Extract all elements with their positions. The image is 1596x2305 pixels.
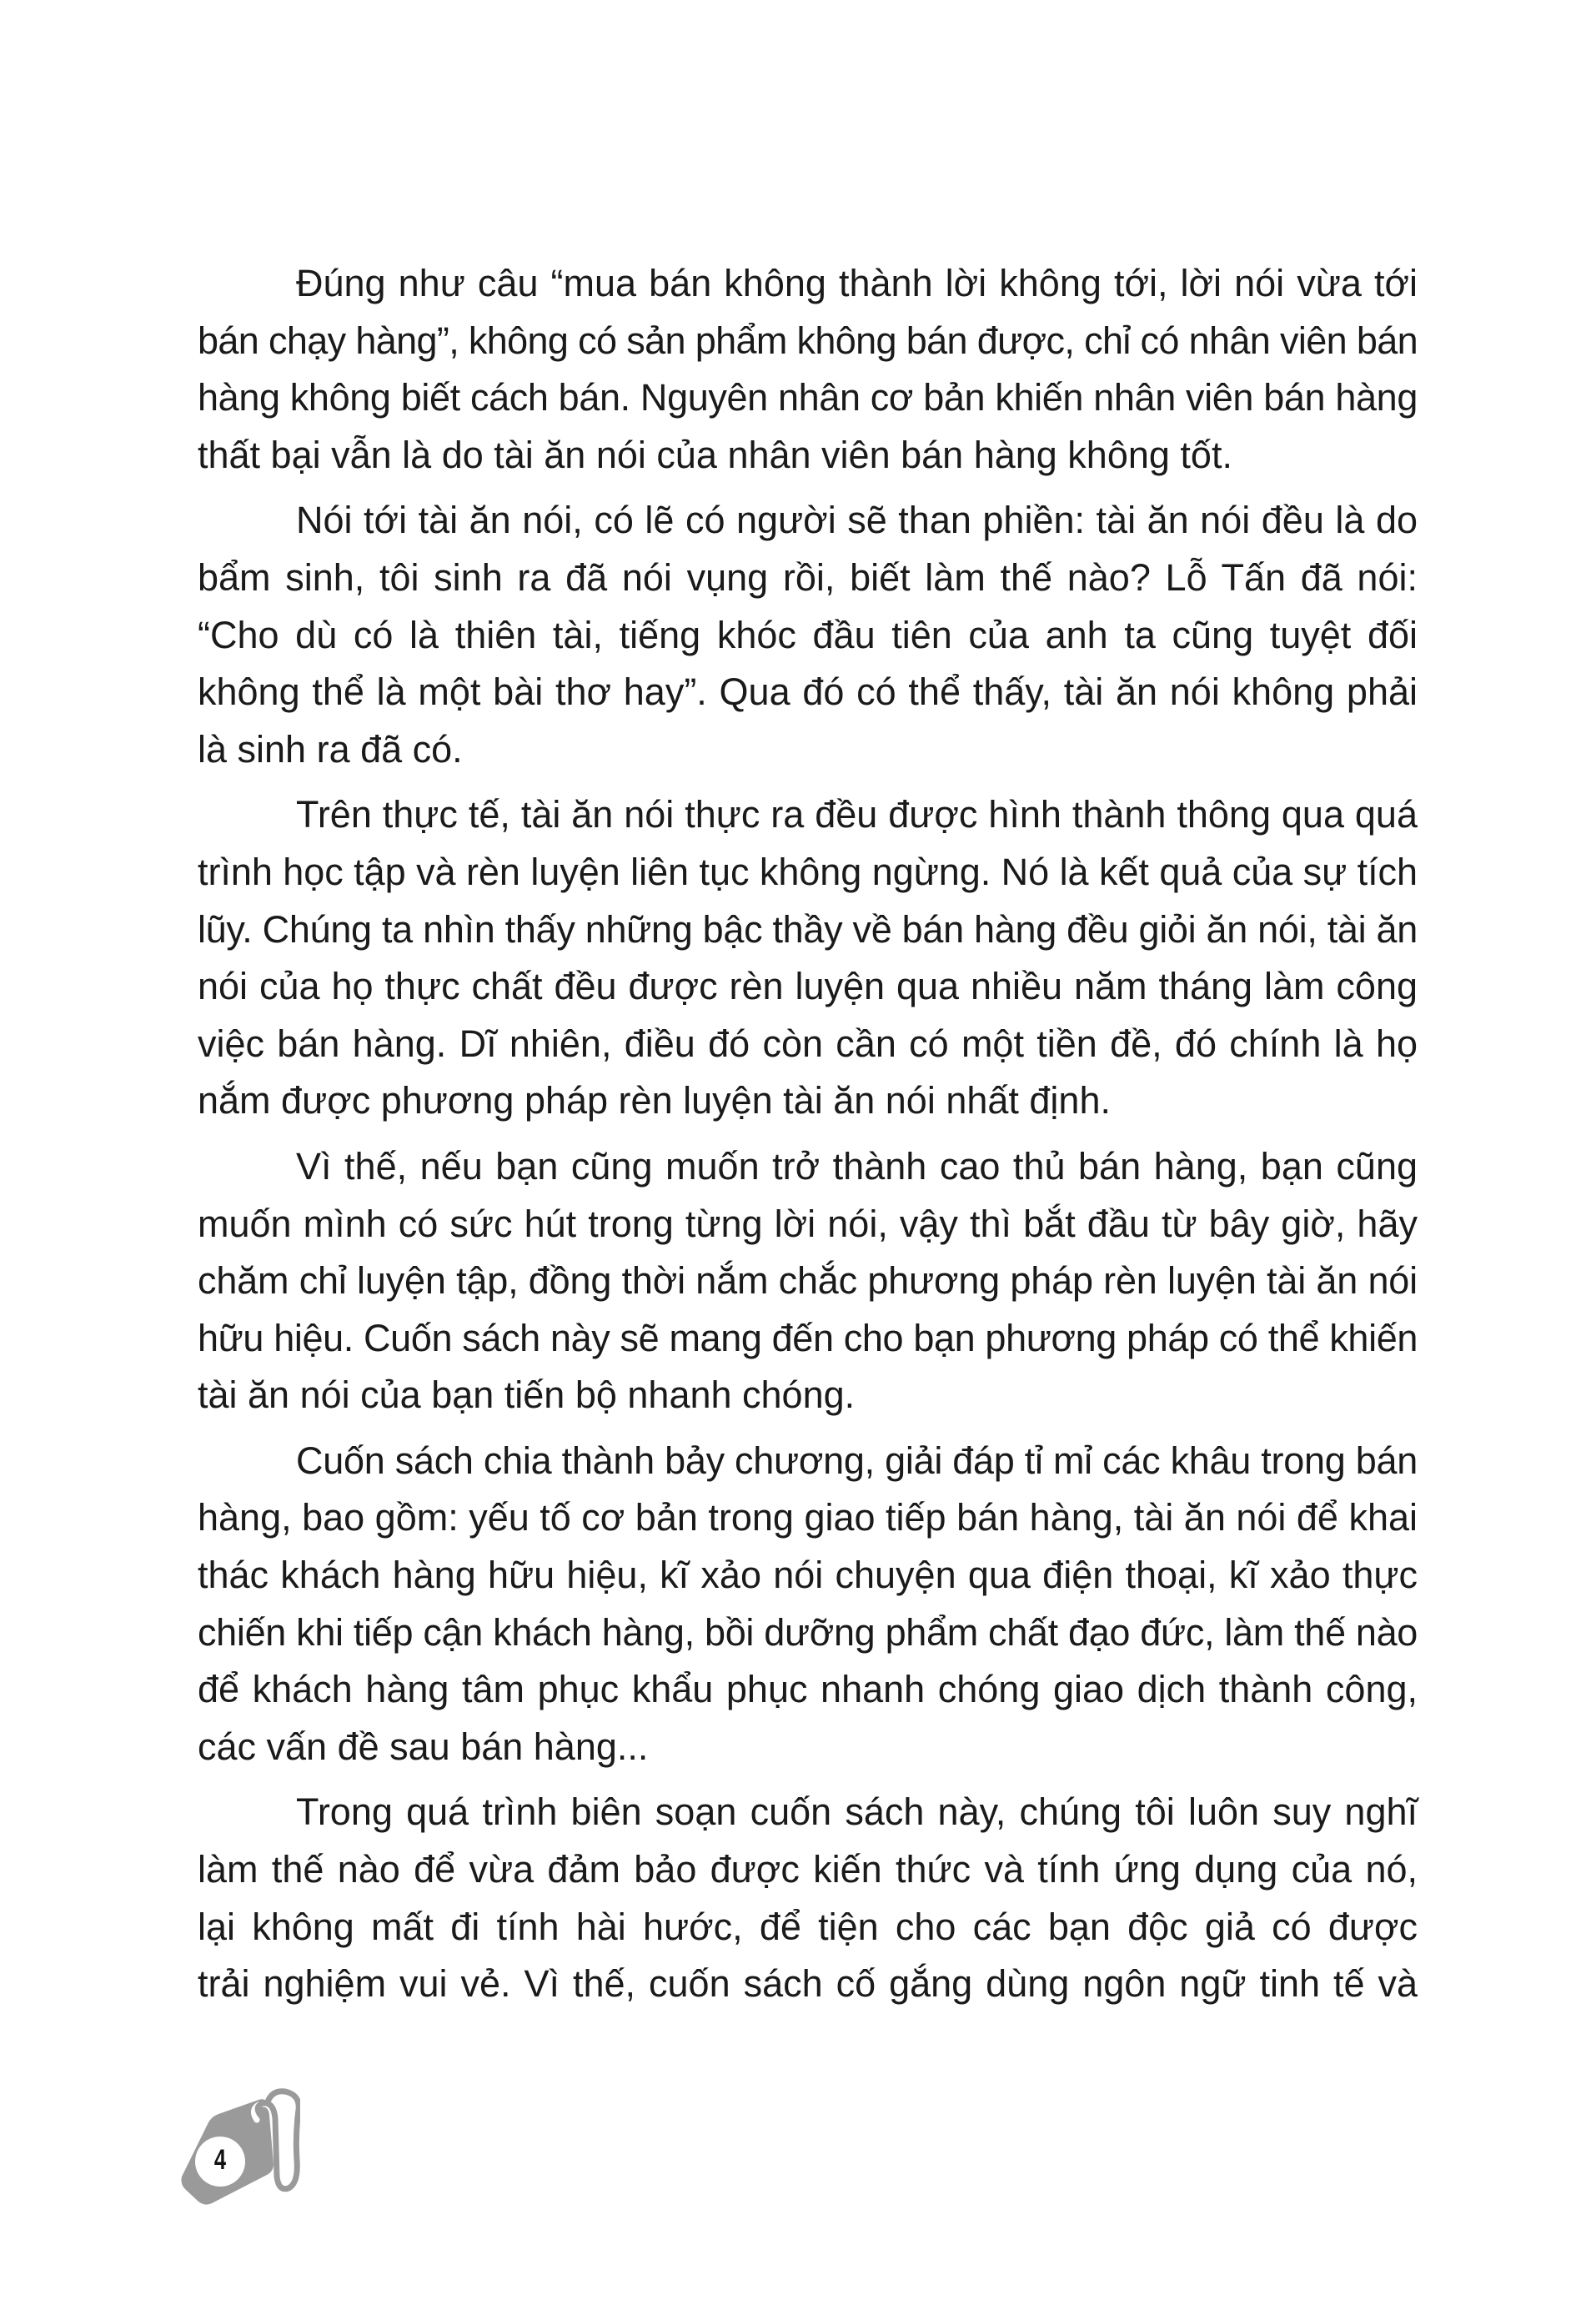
page-number: 4 (213, 2144, 227, 2176)
text-line: bán chạy hàng”, không có sản phẩm không bán được, chỉ có nhân viên bán (198, 319, 1418, 362)
text-line: muốn mình có sức hút trong từng lời nói, vậy thì bắt đầu từ bây giờ, hãy (198, 1202, 1418, 1245)
text-line: nói của họ thực chất đều được rèn luyện qua nhiều năm tháng làm công (198, 965, 1418, 1008)
body-text (198, 255, 1418, 2021)
text-line: hàng, bao gồm: yếu tố cơ bản trong giao tiếp bán hàng, tài ăn nói để khai (198, 1496, 1418, 1539)
text-line: thác khách hàng hữu hiệu, kĩ xảo nói chuyện qua điện thoại, kĩ xảo thực (198, 1554, 1418, 1597)
paragraph (198, 1433, 1418, 1776)
text-line: chăm chỉ luyện tập, đồng thời nắm chắc phương pháp rèn luyện tài ăn nói (198, 1259, 1418, 1303)
paragraph (198, 1138, 1418, 1424)
text-line: làm thế nào để vừa đảm bảo được kiến thức và tính ứng dụng của nó, (198, 1848, 1418, 1891)
text-line: Vì thế, nếu bạn cũng muốn trở thành cao thủ bán hàng, bạn cũng (296, 1144, 1418, 1188)
text-line: Trong quá trình biên soạn cuốn sách này, chúng tôi luôn suy nghĩ (296, 1790, 1418, 1834)
text-line: Đúng như câu “mua bán không thành lời không tới, lời nói vừa tới (296, 262, 1418, 304)
text-line: trình học tập và rèn luyện liên tục không ngừng. Nó là kết quả của sự tích (198, 850, 1418, 893)
text-line: nắm được phương pháp rèn luyện tài ăn nói nhất định. (198, 1079, 1111, 1122)
text-line: Trên thực tế, tài ăn nói thực ra đều được hình thành thông qua quá (296, 793, 1418, 836)
text-line: là sinh ra đã có. (198, 727, 463, 771)
text-line: Nói tới tài ăn nói, có lẽ có người sẽ than phiền: tài ăn nói đều là do (296, 499, 1418, 542)
text-line: các vấn đề sau bán hàng... (198, 1725, 649, 1768)
text-line: chiến khi tiếp cận khách hàng, bồi dưỡng phẩm chất đạo đức, làm thế nào (198, 1610, 1418, 1654)
paragraph (198, 255, 1418, 484)
page-folio (175, 2085, 300, 2210)
text-line: để khách hàng tâm phục khẩu phục nhanh chóng giao dịch thành công, (198, 1668, 1418, 1711)
text-line: bẩm sinh, tôi sinh ra đã nói vụng rồi, biết làm thế nào? Lỗ Tấn đã nói: (198, 555, 1418, 599)
text-line: thất bại vẫn là do tài ăn nói của nhân viên bán hàng không tốt. (198, 433, 1232, 476)
text-line: lũy. Chúng ta nhìn thấy những bậc thầy về bán hàng đều giỏi ăn nói, tài ăn (198, 907, 1418, 951)
text-line: không thể là một bài thơ hay”. Qua đó có thể thấy, tài ăn nói không phải (198, 670, 1418, 714)
text-line: tài ăn nói của bạn tiến bộ nhanh chóng. (198, 1373, 856, 1417)
text-line: việc bán hàng. Dĩ nhiên, điều đó còn cần có một tiền đề, đó chính là họ (198, 1022, 1418, 1065)
text-line: hàng không biết cách bán. Nguyên nhân cơ bản khiến nhân viên bán hàng (198, 376, 1418, 419)
text-line: lại không mất đi tính hài hước, để tiện cho các bạn độc giả có được (198, 1905, 1418, 1948)
text-line: trải nghiệm vui vẻ. Vì thế, cuốn sách cố gắng dùng ngôn ngữ tinh tế và (198, 1962, 1418, 2006)
text-line: “Cho dù có là thiên tài, tiếng khóc đầu tiên của anh ta cũng tuyệt đối (198, 613, 1418, 656)
text-line: Cuốn sách chia thành bảy chương, giải đáp tỉ mỉ các khâu trong bán (296, 1439, 1418, 1482)
price-tag-icon (175, 2085, 300, 2210)
paragraph (198, 786, 1418, 1130)
paragraph (198, 1784, 1418, 2012)
paragraph (198, 492, 1418, 778)
text-line: hữu hiệu. Cuốn sách này sẽ mang đến cho bạn phương pháp có thể khiến (198, 1316, 1418, 1359)
